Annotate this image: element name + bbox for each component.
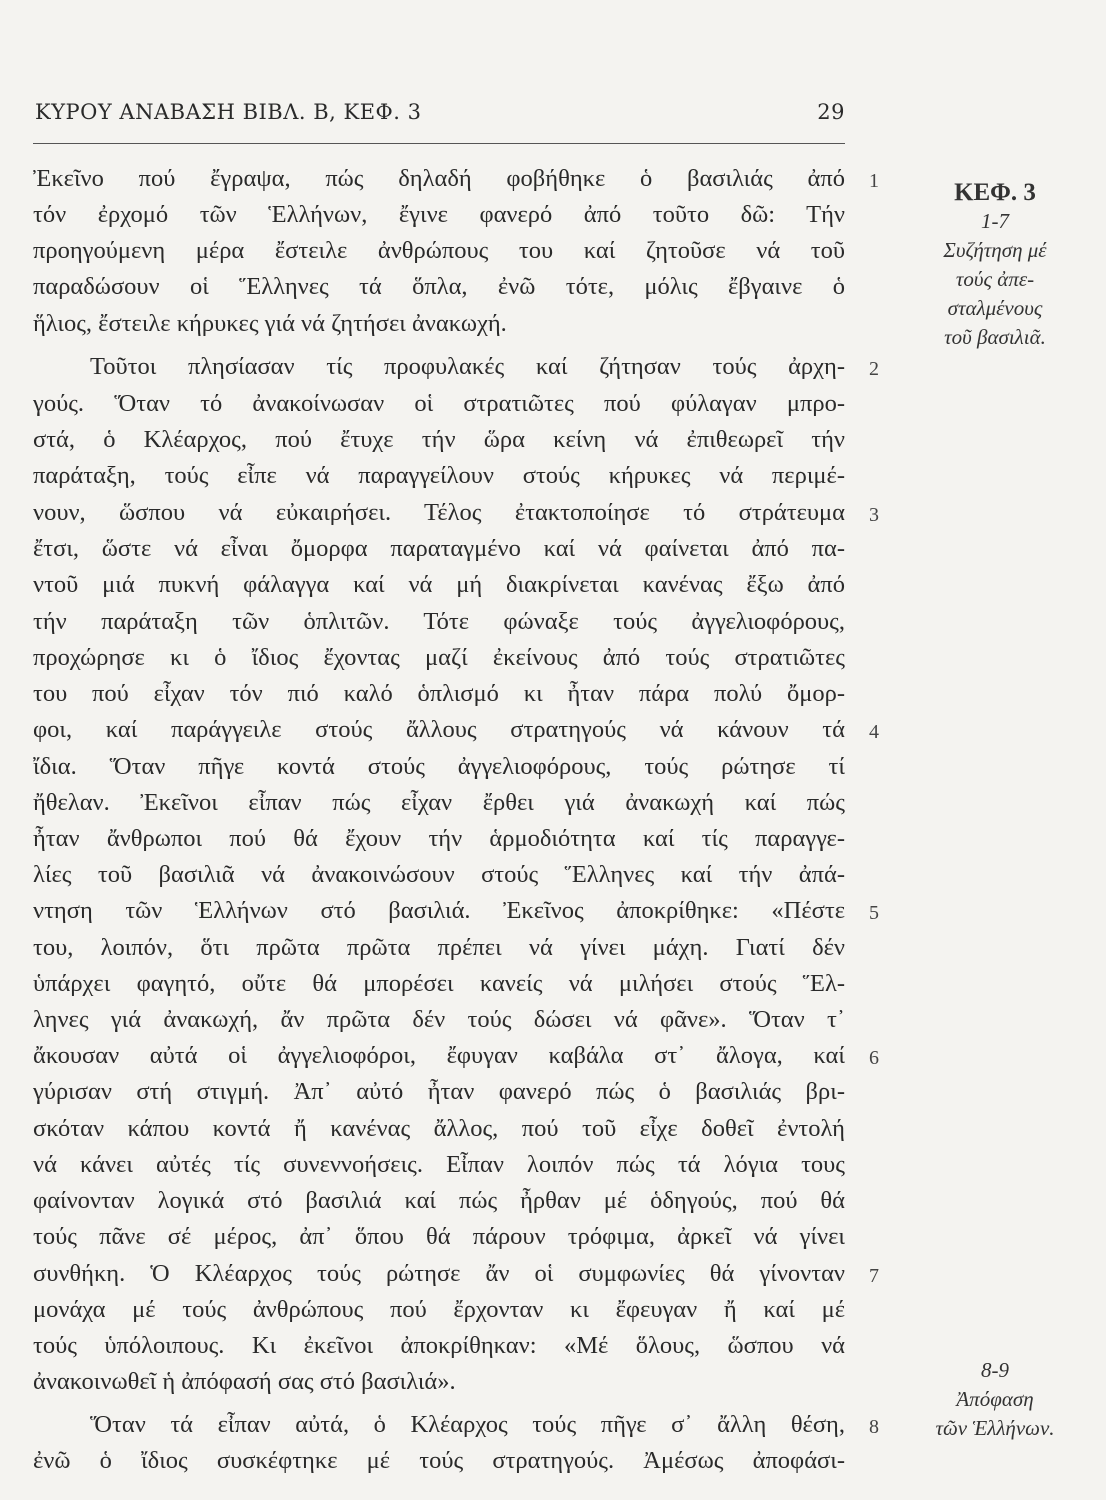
line-number: 5 — [869, 902, 879, 924]
text-line: ντηση τῶν Ἑλλήνων στό βασιλιά. Ἐκεῖνος ἀποκρίθηκε: «Πέστε — [33, 897, 845, 924]
text-line: ἀνακοινωθεῖ ἡ ἀπόφασή σας στό βασιλιά». — [33, 1368, 456, 1395]
running-header — [35, 100, 845, 124]
text-line: τόν ἐρχομό τῶν Ἑλλήνων, ἔγινε φανερό ἀπό τοῦτο δῶ: Τήν — [33, 201, 845, 228]
sidenote-line: σταλμένους — [947, 296, 1043, 320]
running-title: ΚΥΡΟΥ ΑΝΑΒΑΣΗ ΒΙΒΛ. Β, ΚΕΦ. 3 — [35, 100, 422, 124]
text-line: ἄκουσαν αὐτά οἱ ἀγγελιοφόροι, ἔφυγαν καβάλα στ᾿ ἄλογα, καί — [33, 1042, 845, 1069]
text-line: ντοῦ μιά πυκνή φάλαγγα καί νά μή διακρίνεται κανένας ἔξω ἀπό — [33, 571, 845, 598]
sidenote-line: τῶν Ἑλλήνων. — [935, 1416, 1055, 1440]
text-line: ὑπάρχει φαγητό, οὔτε θά μπορέσει κανείς νά μιλήσει στούς Ἕλ- — [33, 970, 845, 997]
sidenote-line: Συζήτηση μέ — [943, 238, 1047, 262]
line-number: 2 — [869, 358, 879, 380]
text-line: νά κάνει αὐτές τίς συνεννοήσεις. Εἶπαν λοιπόν πώς τά λόγια τους — [33, 1151, 845, 1178]
text-line: συνθήκη. Ὁ Κλέαρχος τούς ρώτησε ἄν οἱ συμφωνίες θά γίνονταν — [33, 1260, 845, 1287]
text-line: ληνες γιά ἀνακωχή, ἄν πρῶτα δέν τούς δώσει νά φᾶνε». Ὅταν τ᾿ — [33, 1006, 845, 1033]
text-line: Ὅταν τά εἶπαν αὐτά, ὁ Κλέαρχος τούς πῆγε σ᾿ ἄλλη θέση, — [90, 1411, 845, 1438]
text-line: νουν, ὥσπου νά εὐκαιρήσει. Τέλος ἐτακτοποίησε τό στράτευμα — [33, 499, 845, 526]
text-line: τήν παράταξη τῶν ὁπλιτῶν. Τότε φώναξε τούς ἀγγελιοφόρους, — [33, 608, 845, 635]
sidenote-2 — [895, 1356, 1095, 1443]
text-line: προχώρησε κι ὁ ἴδιος ἔχοντας μαζί ἐκείνους ἀπό τούς στρατιῶτες — [33, 644, 845, 671]
sidenote-range: 8-9 — [981, 1358, 1009, 1382]
text-line: του, λοιπόν, ὅτι πρῶτα πρῶτα πρέπει νά γίνει μάχη. Γιατί δέν — [33, 934, 845, 961]
sidenote-line: Ἀπόφαση — [956, 1387, 1034, 1411]
line-number: 7 — [869, 1265, 879, 1287]
page-number: 29 — [817, 100, 845, 124]
text-line: ἔτσι, ὥστε νά εἶναι ὄμορφα παραταγμένο καί νά φαίνεται ἀπό πα- — [33, 535, 845, 562]
sidenote-line: τούς ἀπε- — [955, 267, 1035, 291]
text-line: του πού εἶχαν τόν πιό καλό ὁπλισμό κι ἦταν πάρα πολύ ὄμορ- — [33, 680, 845, 707]
text-line: Ἐκεῖνο πού ἔγραψα, πώς δηλαδή φοβήθηκε ὁ βασιλιάς ἀπό — [33, 165, 845, 192]
line-number: 3 — [869, 504, 879, 526]
text-line: παραδώσουν οἱ Ἕλληνες τά ὅπλα, ἐνῶ τότε, μόλις ἔβγαινε ὁ — [33, 273, 845, 300]
line-number: 8 — [869, 1416, 879, 1438]
text-line: λίες τοῦ βασιλιᾶ νά ἀνακοινώσουν στούς Ἕλληνες καί τήν ἀπά- — [33, 861, 845, 888]
text-line: ἤθελαν. Ἐκεῖνοι εἶπαν πώς εἶχαν ἔρθει γιά ἀνακωχή καί πώς — [33, 789, 845, 816]
text-line: Τοῦτοι πλησίασαν τίς προφυλακές καί ζήτησαν τούς ἀρχη- — [90, 353, 845, 380]
text-line: φοι, καί παράγγειλε στούς ἄλλους στρατηγούς νά κάνουν τά — [33, 716, 845, 743]
sidenote-range: 1-7 — [981, 209, 1009, 233]
text-line: παράταξη, τούς εἶπε νά παραγγείλουν στούς κήρυκες νά περιμέ- — [33, 462, 845, 489]
text-line: ἐνῶ ὁ ἴδιος συσκέφτηκε μέ τούς στρατηγούς. Ἀμέσως ἀποφάσι- — [33, 1447, 845, 1474]
text-line: γούς. Ὅταν τό ἀνακοίνωσαν οἱ στρατιῶτες πού φύλαγαν μπρο- — [33, 390, 845, 417]
text-line: μονάχα μέ τούς ἀνθρώπους πού ἔρχονταν κι ἔφευγαν ἤ καί μέ — [33, 1296, 845, 1323]
text-line: τούς πᾶνε σέ μέρος, ἀπ᾿ ὅπου θά πάρουν τρόφιμα, ἀρκεῖ νά γίνει — [33, 1223, 845, 1250]
line-number: 1 — [869, 170, 879, 192]
text-line: γύρισαν στή στιγμή. Ἀπ᾿ αὐτό ἦταν φανερό πώς ὁ βασιλιάς βρι- — [33, 1078, 845, 1105]
text-line: φαίνονταν λογικά στό βασιλιά καί πώς ἦρθαν μέ ὁδηγούς, πού θά — [33, 1187, 845, 1214]
text-line: στά, ὁ Κλέαρχος, πού ἔτυχε τήν ὥρα κείνη νά ἐπιθεωρεῖ τήν — [33, 426, 845, 453]
text-line: προηγούμενη μέρα ἔστειλε ἀνθρώπους του καί ζητοῦσε νά τοῦ — [33, 237, 845, 264]
text-line: σκόταν κάπου κοντά ἤ κανένας ἄλλος, πού τοῦ εἶχε δοθεῖ ἐντολή — [33, 1115, 845, 1142]
line-number: 4 — [869, 721, 879, 743]
chapter-title: ΚΕΦ. 3 — [954, 179, 1036, 206]
text-line: ἴδια. Ὅταν πῆγε κοντά στούς ἀγγελιοφόρους, τούς ρώτησε τί — [33, 753, 845, 780]
text-line: τούς ὑπόλοιπους. Κι ἐκεῖνοι ἀποκρίθηκαν: «Μέ ὅλους, ὥσπου νά — [33, 1332, 845, 1359]
text-line: ἦταν ἄνθρωποι πού θά ἔχουν τήν ἁρμοδιότητα καί τίς παραγγε- — [33, 825, 845, 852]
header-rule — [33, 143, 845, 144]
line-number: 6 — [869, 1047, 879, 1069]
sidenote-line: τοῦ βασιλιᾶ. — [944, 325, 1046, 349]
text-line: ἥλιος, ἔστειλε κήρυκες γιά νά ζητήσει ἀνακωχή. — [33, 310, 507, 337]
chapter-sidenote — [895, 178, 1095, 352]
